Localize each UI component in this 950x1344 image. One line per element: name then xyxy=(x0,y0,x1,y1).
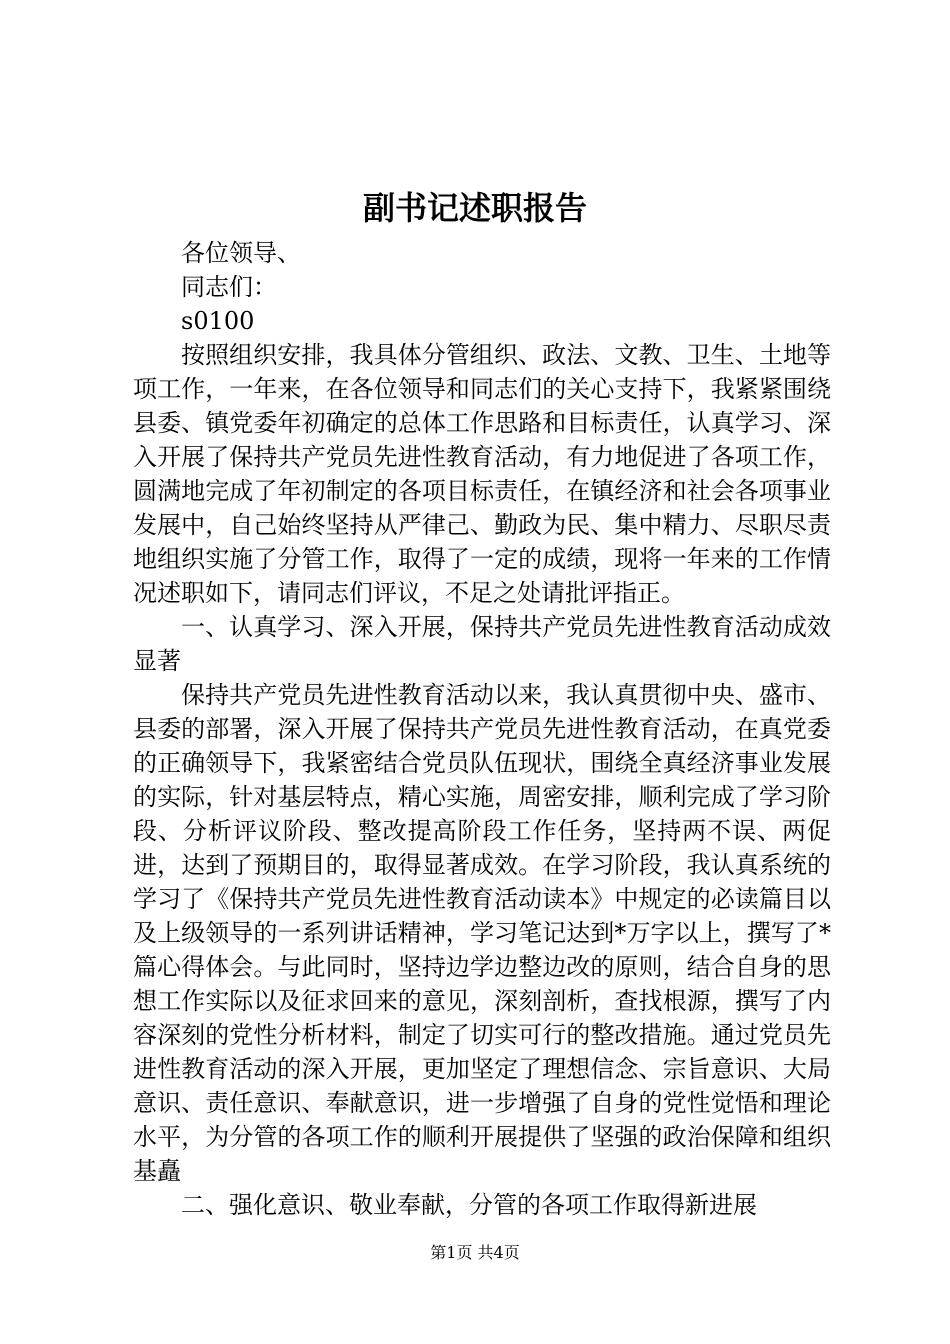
document-body xyxy=(133,236,831,1222)
salutation-comrades: 同志们： xyxy=(181,273,277,301)
paragraph-intro: 按照组织安排，我具体分管组织、政法、文教、卫生、土地等项工作，一年来，在各位领导和同志们的关心支持下，我紧紧围绕县委、镇党委年初确定的总体工作思路和目标责任，认真学习、深入开展了保持共产党员先进性教育活动，有力地促进了各项工作，圆满地完成了年初制定的各项目标责任，在镇经济和社会各项事业发展中，自己始终坚持从严律己、勤政为民、集中精力、尽职尽责地组织实施了分管工作，取得了一定的成绩，现将一年来的工作情况述职如下，请同志们评议，不足之处请批评指正。 xyxy=(133,341,831,607)
document-title: 副书记述职报告 xyxy=(362,189,587,227)
document-code: s0100 xyxy=(181,307,255,335)
section-heading-1: 一、认真学习、深入开展，保持共产党员先进性教育活动成效显著 xyxy=(133,613,831,675)
paragraph-section-1: 保持共产党员先进性教育活动以来，我认真贯彻中央、盛市、县委的部署，深入开展了保持共产党员先进性教育活动，在真党委的正确领导下，我紧密结合党员队伍现状，围绕全真经济事业发展的实际，针对基层特点，精心实施，周密安排，顺利完成了学习阶段、分析评议阶段、整改提高阶段工作任务，坚持两不误、两促进，达到了预期目的，取得显著成效。在学习阶段，我认真系统的学习了《保持共产党员先进性教育活动读本》中规定的必读篇目以及上级领导的一系列讲话精神，学习笔记达到*万字以上，撰写了*篇心得体会。与此同时，坚持边学边整边改的原则，结合自身的思想工作实际以及征求回来的意见，深刻剖析，查找根源，撰写了内容深刻的党性分析材料，制定了切实可行的整改措施。通过党员先进性教育活动的深入开展，更加坚定了理想信念、宗旨意识、大局意识、责任意识、奉献意识，进一步增强了自身的党性觉悟和理论水平，为分管的各项工作的顺利开展提供了坚强的政治保障和组织基矗 xyxy=(133,681,831,1185)
page-footer: 第1页 共4页 xyxy=(430,1243,520,1262)
salutation-leaders: 各位领导、 xyxy=(181,239,301,267)
section-heading-2: 二、强化意识、敬业奉献，分管的各项工作取得新进展 xyxy=(181,1191,757,1219)
